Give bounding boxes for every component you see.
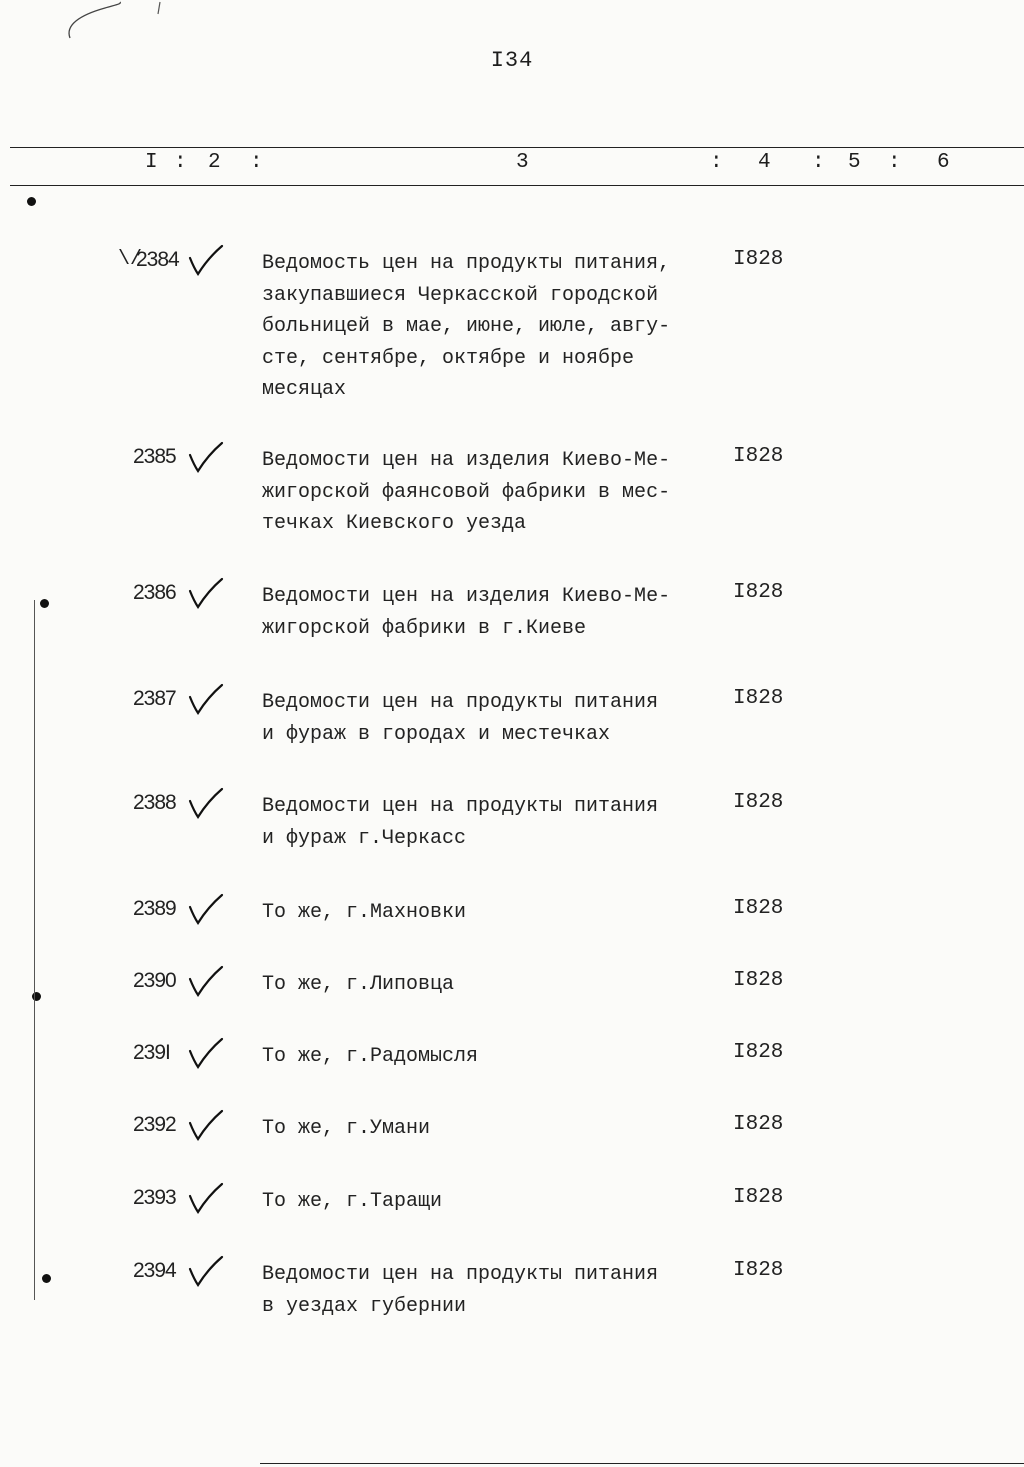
- description-line: То же, г.Липовца: [262, 973, 455, 996]
- description-line: То же, г.Радомысля: [262, 1045, 479, 1068]
- item-year: I828: [733, 897, 784, 920]
- column-separator: :: [710, 151, 723, 174]
- item-description: [262, 581, 702, 644]
- description-line: и фураж г.Черкасс: [262, 826, 467, 850]
- column-header-6: 6: [937, 151, 950, 174]
- item-year: I828: [733, 687, 784, 710]
- item-number: 2389: [133, 897, 176, 920]
- item-year: I828: [733, 969, 784, 992]
- check-mark-icon: [186, 787, 226, 821]
- page-bottom-rule: [260, 1463, 1024, 1464]
- column-separator: :: [812, 151, 825, 174]
- check-mark-icon: [186, 683, 226, 717]
- item-number: 2386: [133, 581, 176, 604]
- item-number: 2385: [133, 445, 176, 468]
- description-line: То же, г.Умани: [262, 1117, 431, 1140]
- item-description: [262, 1259, 702, 1322]
- item-number: 2388: [133, 791, 176, 814]
- description-line: Ведомости цен на изделия Киево-Ме-: [262, 449, 671, 472]
- description-line: течках Киевского уезда: [262, 512, 527, 535]
- margin-check-mark: \/: [118, 248, 143, 271]
- item-description: [262, 248, 702, 406]
- item-number: 2387: [133, 687, 176, 710]
- margin-pencil-line: [34, 600, 35, 1300]
- item-number: 239I: [133, 1041, 170, 1064]
- item-year: I828: [733, 1186, 784, 1209]
- description-line: Ведомости цен на изделия Киево-Ме-: [262, 585, 671, 608]
- description-line: сте, сентябре, октябре и ноябре: [262, 346, 635, 370]
- item-year: I828: [733, 791, 784, 814]
- check-mark-icon: [186, 441, 226, 475]
- page-number: I34: [490, 48, 534, 73]
- description-line: жигорской фаянсовой фабрики в мес-: [262, 480, 671, 504]
- item-year: I828: [733, 445, 784, 468]
- description-line: больницей в мае, июне, июле, авгу-: [262, 315, 671, 338]
- header-top-rule: [10, 147, 1024, 148]
- item-number: 2390: [133, 969, 176, 992]
- description-line: закупавшиеся Черкасской городской: [262, 283, 659, 307]
- check-mark-icon: [186, 577, 226, 611]
- item-year: I828: [733, 1259, 784, 1282]
- item-number: 2384: [136, 248, 179, 271]
- item-description: [262, 1186, 702, 1218]
- description-line: Ведомость цен на продукты питания,: [262, 252, 671, 275]
- check-mark-icon: [186, 244, 226, 278]
- description-line: в уездах губернии: [262, 1294, 467, 1318]
- binding-hole-dot: [27, 197, 36, 206]
- column-header-5: 5: [848, 151, 861, 174]
- check-mark-icon: [186, 1037, 226, 1071]
- item-description: [262, 687, 702, 750]
- item-year: I828: [733, 581, 784, 604]
- item-number: 2393: [133, 1186, 176, 1209]
- description-line: Ведомости цен на продукты питания: [262, 1263, 659, 1286]
- check-mark-icon: [186, 965, 226, 999]
- header-bottom-rule: [10, 185, 1024, 186]
- description-line: То же, г.Махновки: [262, 901, 467, 924]
- description-line: Ведомости цен на продукты питания: [262, 691, 659, 714]
- item-number: 2392: [133, 1113, 176, 1136]
- check-mark-icon: [186, 893, 226, 927]
- item-description: [262, 969, 702, 1001]
- item-year: I828: [733, 248, 784, 271]
- binding-hole-dot: [40, 599, 49, 608]
- description-line: Ведомости цен на продукты питания: [262, 795, 659, 818]
- check-mark-icon: [186, 1255, 226, 1289]
- description-line: месяцах: [262, 378, 347, 401]
- description-line: То же, г.Таращи: [262, 1190, 443, 1213]
- column-separator: :: [250, 151, 263, 174]
- description-line: жигорской фабрики в г.Киеве: [262, 616, 587, 640]
- item-year: I828: [733, 1113, 784, 1136]
- column-header-1: I: [145, 151, 158, 174]
- item-description: [262, 897, 702, 929]
- item-number: 2394: [133, 1259, 176, 1282]
- item-year: I828: [733, 1041, 784, 1064]
- description-line: и фураж в городах и местечках: [262, 722, 611, 746]
- check-mark-icon: [186, 1182, 226, 1216]
- pencil-scribble: [60, 0, 180, 50]
- check-mark-icon: [186, 1109, 226, 1143]
- item-description: [262, 445, 702, 540]
- item-description: [262, 791, 702, 854]
- item-description: [262, 1041, 702, 1073]
- column-header-4: 4: [758, 151, 771, 174]
- column-header-3: 3: [516, 151, 529, 174]
- column-header-2: 2: [208, 151, 221, 174]
- column-separator: :: [888, 151, 901, 174]
- column-separator: :: [174, 151, 187, 174]
- item-description: [262, 1113, 702, 1145]
- binding-hole-dot: [42, 1274, 51, 1283]
